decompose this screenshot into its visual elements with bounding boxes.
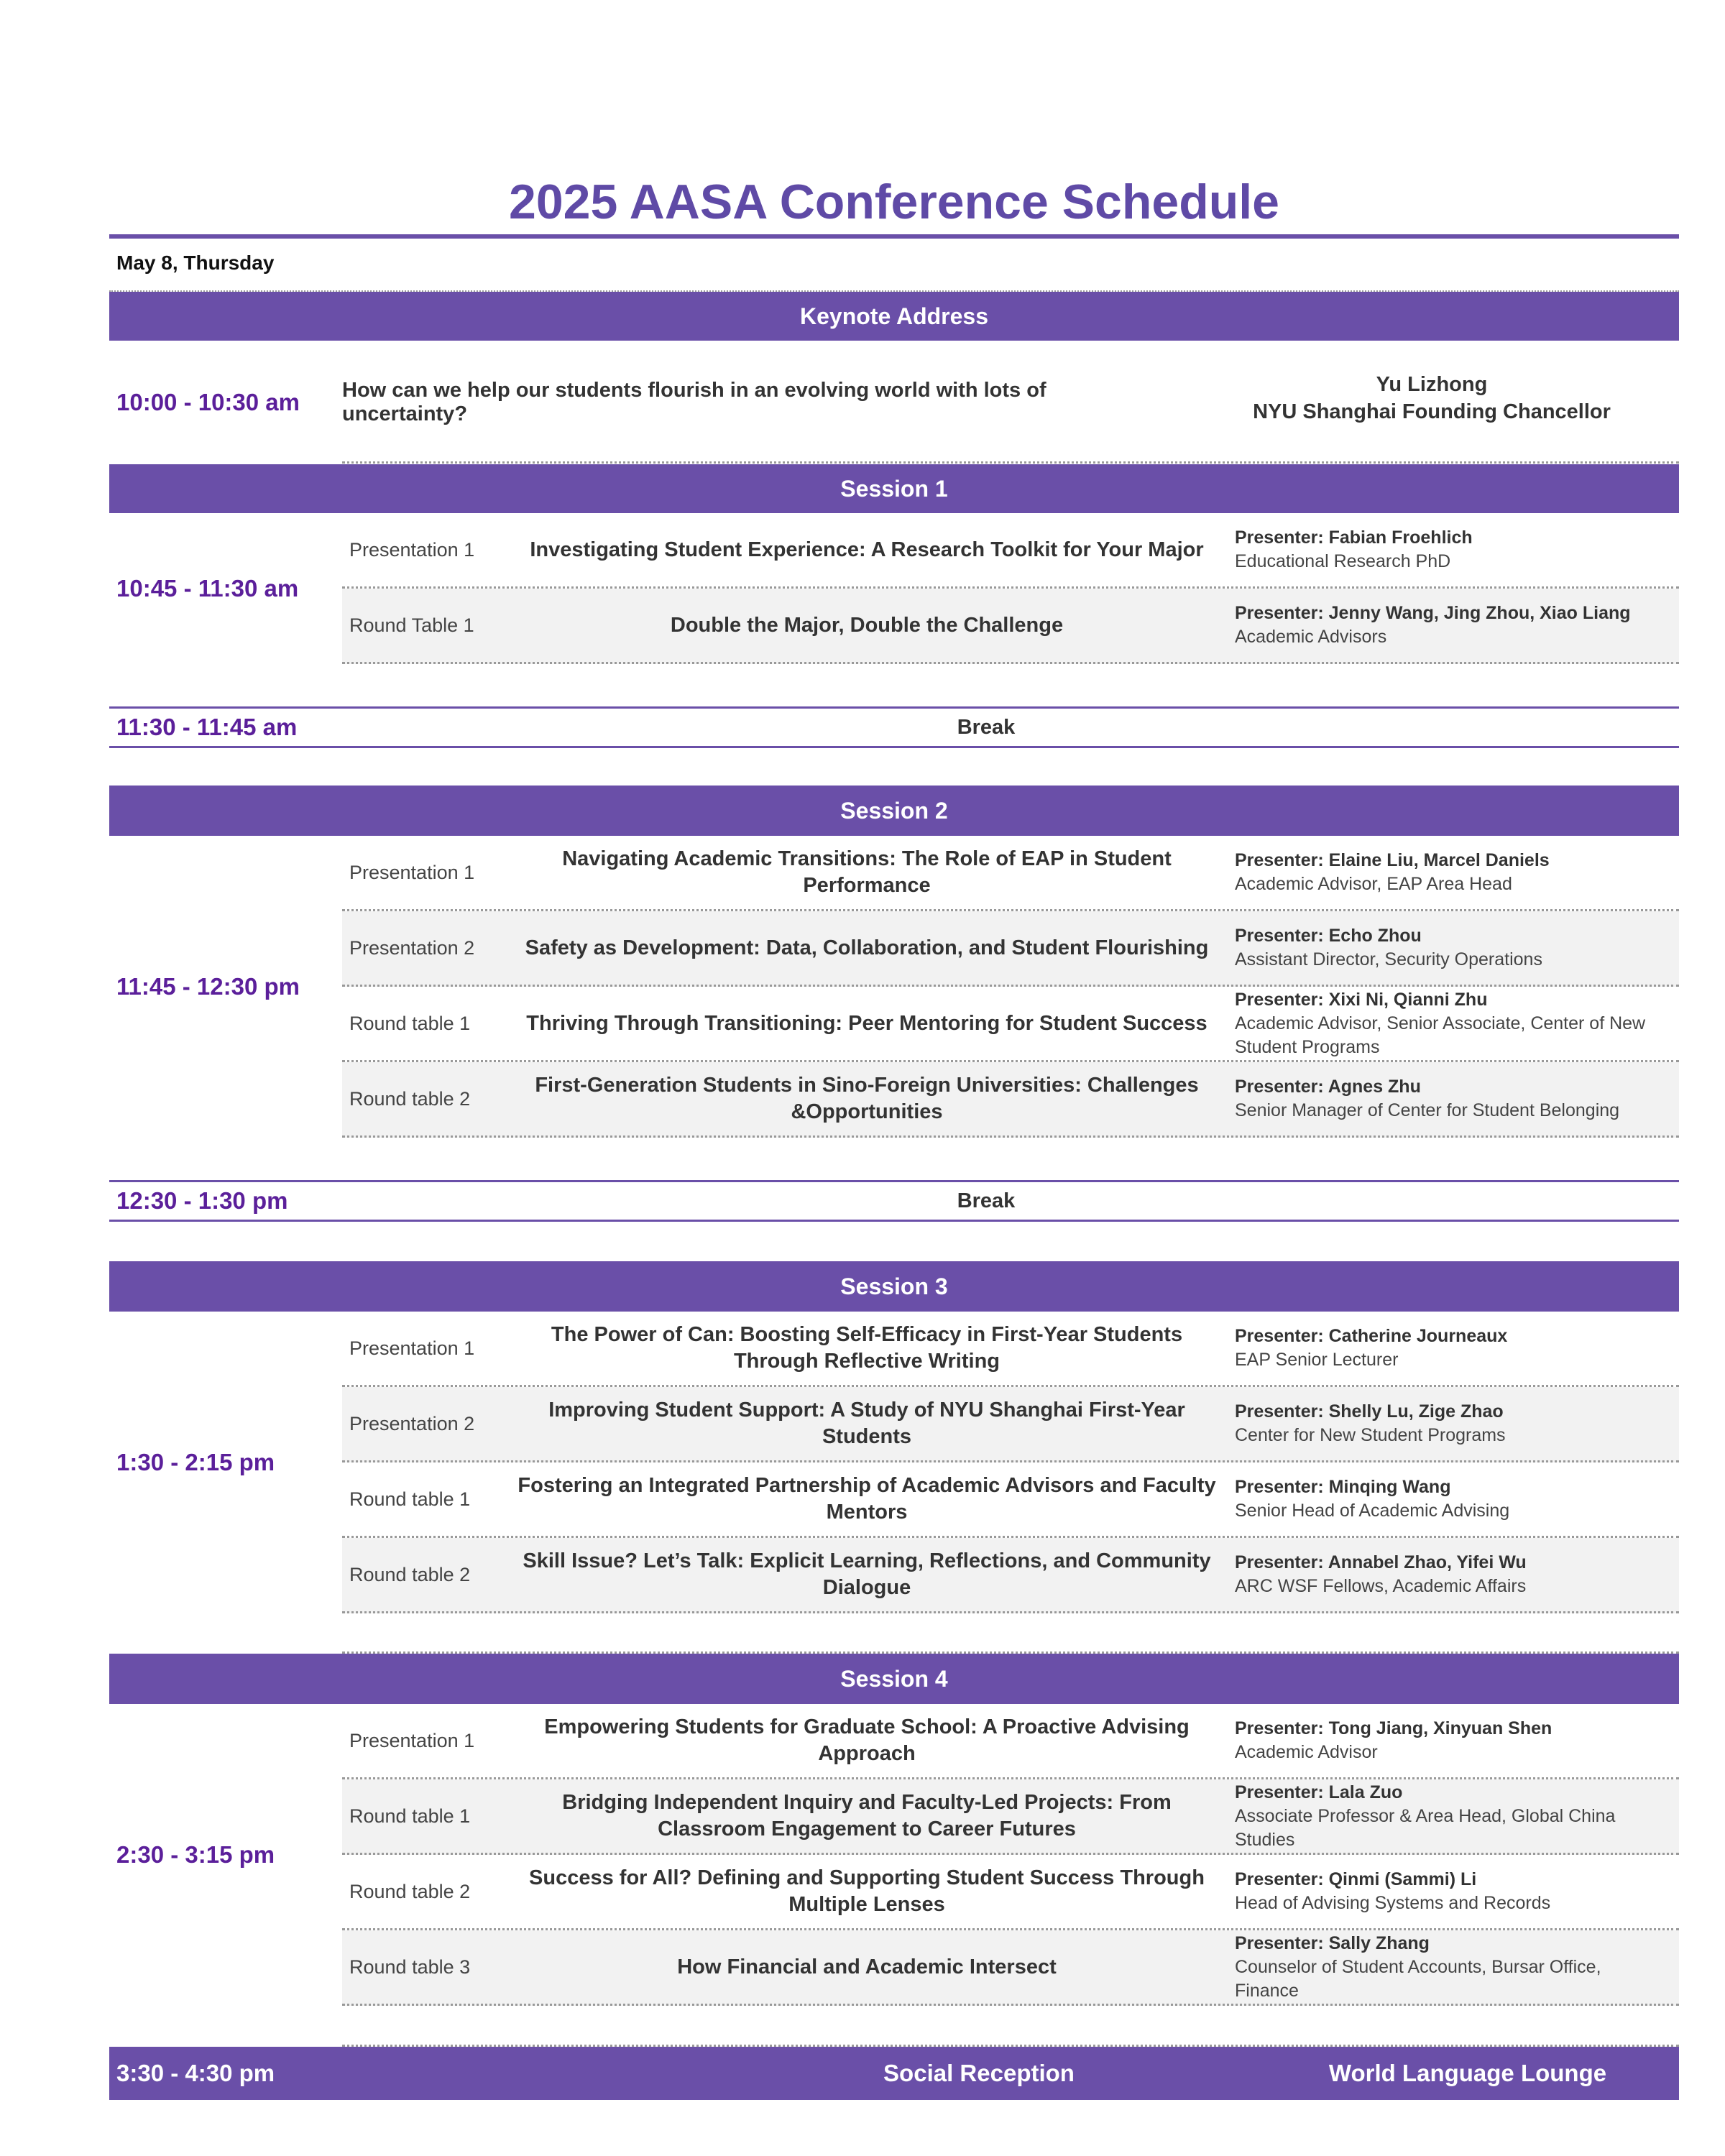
- row-presenter: [1219, 1325, 1665, 1372]
- break-row: [109, 1180, 1679, 1222]
- row-presenter: [1219, 924, 1665, 972]
- keynote-speaker-name: Yu Lizhong: [1376, 373, 1488, 396]
- session-row: [342, 911, 1679, 987]
- row-topic: Double the Major, Double the Challenge: [670, 613, 1064, 637]
- row-presenter: [1219, 988, 1665, 1059]
- page-title: 2025 AASA Conference Schedule: [509, 175, 1279, 229]
- presenter-role: Counselor of Student Accounts, Bursar Office, Finance: [1235, 1956, 1601, 2001]
- presenter-name: Presenter: Elaine Liu, Marcel Daniels: [1235, 850, 1550, 870]
- session-row: [342, 836, 1679, 911]
- row-presenter: [1219, 1075, 1665, 1123]
- row-topic: Fostering an Integrated Partnership of Academic Advisors and Faculty Mentors: [518, 1474, 1216, 1524]
- row-type: Presentation 2: [349, 936, 475, 959]
- schedule-page: [109, 0, 1679, 2156]
- row-type: Presentation 1: [349, 861, 475, 883]
- row-type: Round Table 1: [349, 614, 474, 636]
- keynote-question: How can we help our students flourish in an evolving world with lots of uncertainty?: [342, 379, 1046, 425]
- session-row: [342, 1538, 1679, 1613]
- keynote-speaker-role: NYU Shanghai Founding Chancellor: [1253, 400, 1611, 423]
- row-presenter: [1219, 1868, 1665, 1915]
- session-2-header: Session 2: [109, 786, 1679, 836]
- row-type: Round table 1: [349, 1012, 471, 1034]
- session-4-header: Session 4: [109, 1654, 1679, 1704]
- row-type: Round table 1: [349, 1805, 471, 1827]
- presenter-role: Academic Advisors: [1235, 627, 1387, 647]
- social-reception-row: [109, 2047, 1679, 2100]
- row-topic: Thriving Through Transitioning: Peer Mentoring for Student Success: [526, 1011, 1208, 1035]
- presenter-name: Presenter: Jenny Wang, Jing Zhou, Xiao Liang: [1235, 603, 1631, 623]
- break-label: Break: [957, 715, 1016, 739]
- presenter-role: Academic Advisor: [1235, 1742, 1378, 1762]
- presenter-role: Head of Advising Systems and Records: [1235, 1893, 1551, 1913]
- row-presenter: [1219, 526, 1665, 573]
- social-label: Social Reception: [883, 2060, 1075, 2086]
- session-row: [342, 1779, 1679, 1855]
- row-topic: Success for All? Defining and Supporting Student Success Through Multiple Lenses: [529, 1866, 1205, 1916]
- row-type: Round table 2: [349, 1087, 471, 1110]
- presenter-role: Academic Advisor, Senior Associate, Center of New Student Programs: [1235, 1013, 1646, 1057]
- session-1-header: Session 1: [109, 464, 1679, 513]
- presenter-role: Senior Manager of Center for Student Belonging: [1235, 1100, 1620, 1120]
- break-label: Break: [957, 1189, 1016, 1212]
- social-venue: World Language Lounge: [1328, 2060, 1607, 2086]
- session-row: [342, 1930, 1679, 2006]
- row-topic: How Financial and Academic Intersect: [677, 1955, 1057, 1978]
- keynote-speaker: [1245, 371, 1619, 425]
- presenter-name: Presenter: Agnes Zhu: [1235, 1077, 1421, 1097]
- presenter-name: Presenter: Tong Jiang, Xinyuan Shen: [1235, 1718, 1552, 1738]
- session-row: [342, 1062, 1679, 1138]
- row-topic: Navigating Academic Transitions: The Role of EAP in Student Performance: [562, 847, 1172, 897]
- row-topic: Improving Student Support: A Study of NYU Shanghai First-Year Students: [548, 1399, 1185, 1448]
- session-row: [342, 1704, 1679, 1779]
- presenter-name: Presenter: Shelly Lu, Zige Zhao: [1235, 1401, 1504, 1422]
- divider: [342, 461, 1679, 464]
- row-topic: Investigating Student Experience: A Research Toolkit for Your Major: [530, 538, 1204, 561]
- row-type: Presentation 1: [349, 538, 475, 561]
- presenter-name: Presenter: Xixi Ni, Qianni Zhu: [1235, 989, 1488, 1010]
- row-presenter: [1219, 1717, 1665, 1764]
- row-type: Presentation 2: [349, 1412, 475, 1434]
- presenter-role: Senior Head of Academic Advising: [1235, 1501, 1510, 1521]
- presenter-role: Academic Advisor, EAP Area Head: [1235, 874, 1512, 894]
- session-2-time: 11:45 - 12:30 pm: [116, 973, 300, 1000]
- session-row: [342, 589, 1679, 664]
- row-type: Round table 2: [349, 1563, 471, 1585]
- presenter-role: Center for New Student Programs: [1235, 1425, 1506, 1445]
- schedule-date: May 8, Thursday: [116, 252, 275, 274]
- presenter-name: Presenter: Echo Zhou: [1235, 926, 1422, 946]
- session-1-time: 10:45 - 11:30 am: [116, 575, 299, 602]
- session-4-time: 2:30 - 3:15 pm: [116, 1841, 275, 1868]
- presenter-role: EAP Senior Lecturer: [1235, 1350, 1399, 1370]
- session-3-header: Session 3: [109, 1261, 1679, 1312]
- row-topic: Empowering Students for Graduate School: A Proactive Advising Approach: [544, 1715, 1190, 1765]
- break-time: 12:30 - 1:30 pm: [116, 1187, 288, 1214]
- session-row: [342, 987, 1679, 1062]
- presenter-name: Presenter: Fabian Froehlich: [1235, 528, 1473, 548]
- row-type: Presentation 1: [349, 1337, 475, 1359]
- presenter-role: Educational Research PhD: [1235, 551, 1451, 571]
- presenter-name: Presenter: Annabel Zhao, Yifei Wu: [1235, 1552, 1527, 1572]
- row-presenter: [1219, 1781, 1665, 1852]
- presenter-name: Presenter: Catherine Journeaux: [1235, 1326, 1508, 1346]
- keynote-time: 10:00 - 10:30 am: [116, 389, 300, 415]
- session-row: [342, 1462, 1679, 1538]
- row-presenter: [1219, 1475, 1665, 1523]
- title-underline: [109, 234, 1679, 239]
- row-presenter: [1219, 602, 1665, 649]
- row-topic: First-Generation Students in Sino-Foreign Universities: Challenges &Opportunities: [535, 1074, 1199, 1123]
- break-time: 11:30 - 11:45 am: [116, 714, 298, 740]
- row-topic: Safety as Development: Data, Collaboration, and Student Flourishing: [525, 936, 1209, 959]
- row-type: Round table 2: [349, 1880, 471, 1902]
- session-row: [342, 1855, 1679, 1930]
- presenter-role: Assistant Director, Security Operations: [1235, 949, 1542, 969]
- presenter-name: Presenter: Minqing Wang: [1235, 1477, 1451, 1497]
- row-topic: Bridging Independent Inquiry and Faculty-Led Projects: From Classroom Engagement to Career Futures: [562, 1791, 1172, 1841]
- row-topic: Skill Issue? Let’s Talk: Explicit Learning, Reflections, and Community Dialogue: [523, 1549, 1211, 1599]
- presenter-role: ARC WSF Fellows, Academic Affairs: [1235, 1576, 1527, 1596]
- presenter-name: Presenter: Sally Zhang: [1235, 1932, 1430, 1953]
- row-type: Round table 3: [349, 1955, 471, 1978]
- session-row: [342, 513, 1679, 589]
- presenter-name: Presenter: Qinmi (Sammi) Li: [1235, 1869, 1477, 1889]
- row-topic: The Power of Can: Boosting Self-Efficacy in First-Year Students Through Reflective Writing: [551, 1323, 1183, 1373]
- keynote-header: Keynote Address: [109, 292, 1679, 341]
- row-type: Round table 1: [349, 1488, 471, 1510]
- session-3-time: 1:30 - 2:15 pm: [116, 1449, 275, 1475]
- break-row: [109, 706, 1679, 748]
- row-presenter: [1219, 849, 1665, 896]
- presenter-name: Presenter: Lala Zuo: [1235, 1782, 1403, 1802]
- row-presenter: [1219, 1932, 1665, 2003]
- presenter-role: Associate Professor & Area Head, Global China Studies: [1235, 1805, 1616, 1850]
- row-presenter: [1219, 1400, 1665, 1447]
- social-time: 3:30 - 4:30 pm: [116, 2060, 275, 2086]
- session-row: [342, 1312, 1679, 1387]
- row-presenter: [1219, 1551, 1665, 1598]
- session-row: [342, 1387, 1679, 1462]
- row-type: Presentation 1: [349, 1729, 475, 1751]
